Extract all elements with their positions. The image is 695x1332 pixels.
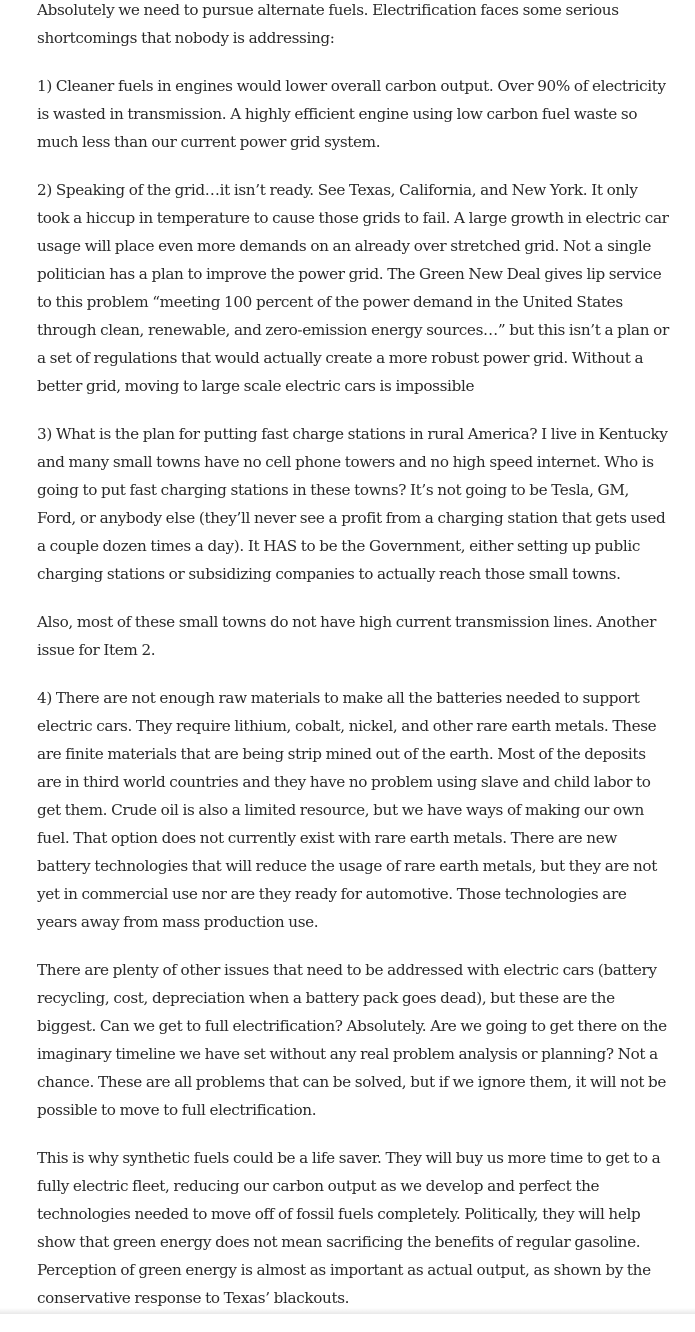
article-body (37, 0, 669, 1332)
point-1-paragraph: 1) Cleaner fuels in engines would lower overall carbon output. Over 90% of electricity is wasted in transmission. A highly efficient engine using low carbon fuel waste so much less than our current power grid system. (37, 77, 666, 151)
point-3-paragraph: 3) What is the plan for putting fast charge stations in rural America? I live in Kentucky and many small towns have no cell phone towers and no high speed internet. Who is going to put fast charging stations in these towns? It’s not going to be Tesla, GM, Ford, or anybody else (they’ll never see a profit from a charging station that gets used a couple dozen times a day). It HAS to be the Government, either setting up public charging stations or subsidizing companies to actually reach those small towns. (37, 425, 668, 583)
point-2-paragraph: 2) Speaking of the grid…it isn’t ready. See Texas, California, and New York. It only took a hiccup in temperature to cause those grids to fail. A large growth in electric car usage will place even more demands on an already over stretched grid. Not a single politician has a plan to improve the power grid. The Green New Deal gives lip service to this problem “meeting 100 percent of the power demand in the United States through clean, renewable, and zero-emission energy sources…” but this isn’t a plan or a set of regulations that would actually create a more robust power grid. Without a better grid, moving to large scale electric cars is impossible (37, 181, 669, 395)
summary-paragraph: There are plenty of other issues that need to be addressed with electric cars (battery recycling, cost, depreciation when a battery pack goes dead), but these are the biggest. Can we get to full electrification? Absolutely. Are we going to get there on the imaginary timeline we have set without any real problem analysis or planning? Not a chance. These are all problems that can be solved, but if we ignore them, it will not be possible to move to full electrification. (37, 961, 667, 1119)
point-4-paragraph: 4) There are not enough raw materials to make all the batteries needed to support electric cars. They require lithium, cobalt, nickel, and other rare earth metals. These are finite materials that are being strip mined out of the earth. Most of the deposits are in third world countries and they have no problem using slave and child labor to get them. Crude oil is also a limited resource, but we have ways of making our own fuel. That option does not currently exist with rare earth metals. There are new battery technologies that will reduce the usage of rare earth metals, but they are not yet in commercial use nor are they ready for automotive. Those technologies are years away from mass production use. (37, 689, 657, 931)
bottom-fade (0, 1308, 695, 1314)
conclusion-paragraph: This is why synthetic fuels could be a life saver. They will buy us more time to get to a fully electric fleet, reducing our carbon output as we develop and perfect the technologies needed to move off of fossil fuels completely. Politically, they will help show that green energy does not mean sacrificing the benefits of regular gasoline. Perception of green energy is almost as important as actual output, as shown by the conservative response to Texas’ blackouts. (37, 1149, 661, 1307)
intro-paragraph: Absolutely we need to pursue alternate fuels. Electrification faces some serious shortcomings that nobody is addressing: (37, 1, 619, 47)
point-3-addendum-paragraph: Also, most of these small towns do not have high current transmission lines. Another issue for Item 2. (37, 613, 656, 659)
